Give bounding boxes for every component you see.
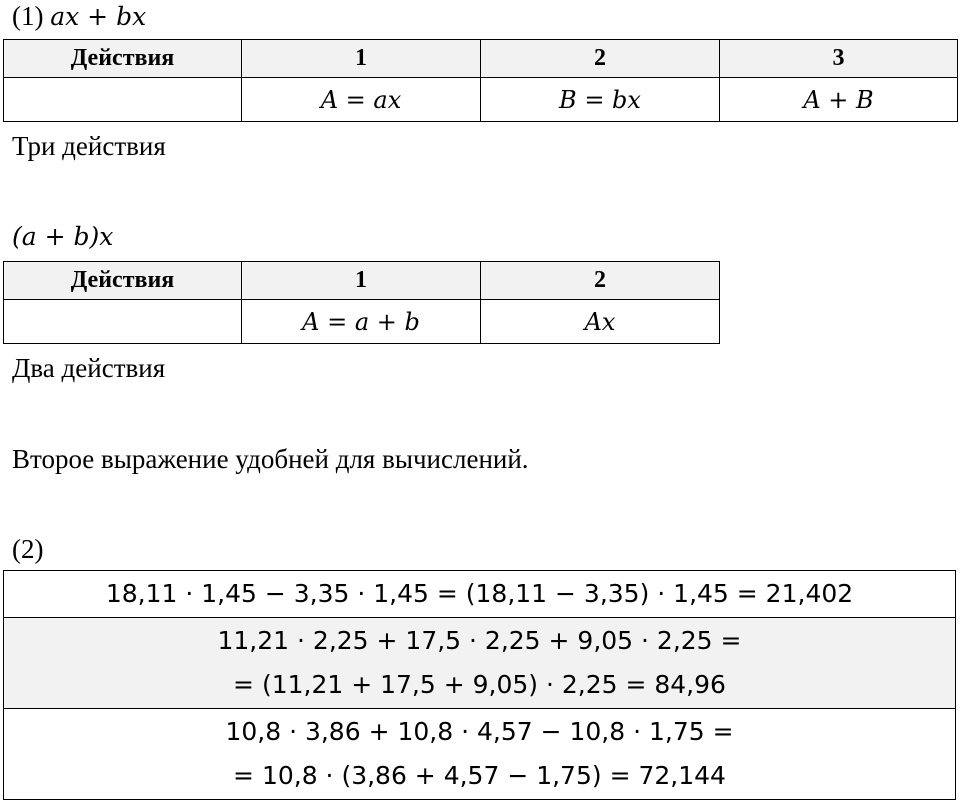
- table-row: [4, 300, 720, 344]
- calc-line: 18,11 · 1,45 − 3,35 · 1,45 = (18,11 − 3,35) · 1,45 = 21,402: [105, 579, 854, 608]
- expression-2: [12, 220, 113, 253]
- header-cell: Действия: [4, 40, 242, 78]
- part1-heading: [12, 0, 146, 33]
- table-header-row: [4, 262, 720, 300]
- table-cell: Ax: [481, 300, 720, 344]
- calculations-table: [3, 570, 956, 800]
- table-row: [4, 78, 958, 122]
- header-cell: 1: [242, 40, 481, 78]
- calc-cell: [4, 709, 956, 800]
- conclusion-text: Второе выражение удобней для вычислений.: [12, 444, 529, 474]
- actions-table-1: [3, 39, 958, 122]
- table-row: [4, 709, 956, 800]
- calc-cell: [4, 618, 956, 709]
- table-cell: A + B: [720, 78, 958, 122]
- header-cell: Действия: [4, 262, 242, 300]
- part1-label: (1): [12, 1, 44, 31]
- calc-cell: [4, 571, 956, 618]
- expression-2-text: (a + b)x: [12, 222, 114, 251]
- expression-1: ax + bx: [50, 2, 147, 31]
- calc-line: 11,21 · 2,25 + 17,5 · 2,25 + 9,05 · 2,25 =: [217, 626, 742, 655]
- note-three-actions: Три действия: [12, 131, 166, 161]
- table-cell: B = bx: [481, 78, 720, 122]
- header-cell: 2: [481, 262, 720, 300]
- actions-table-2: [3, 261, 720, 344]
- calc-line: = 10,8 · (3,86 + 4,57 − 1,75) = 72,144: [233, 761, 726, 790]
- part2-label: (2): [12, 534, 44, 564]
- table-header-row: [4, 40, 958, 78]
- table-cell: [4, 78, 242, 122]
- header-cell: 1: [242, 262, 481, 300]
- calc-line: = (11,21 + 17,5 + 9,05) · 2,25 = 84,96: [233, 670, 726, 699]
- table-row: [4, 618, 956, 709]
- header-cell: 3: [720, 40, 958, 78]
- table-cell: [4, 300, 242, 344]
- note-two-actions: Два действия: [12, 353, 166, 383]
- calc-line: 10,8 · 3,86 + 10,8 · 4,57 − 10,8 · 1,75 =: [225, 717, 734, 746]
- table-cell: A = ax: [242, 78, 481, 122]
- header-cell: 2: [481, 40, 720, 78]
- table-row: [4, 571, 956, 618]
- table-cell: A = a + b: [242, 300, 481, 344]
